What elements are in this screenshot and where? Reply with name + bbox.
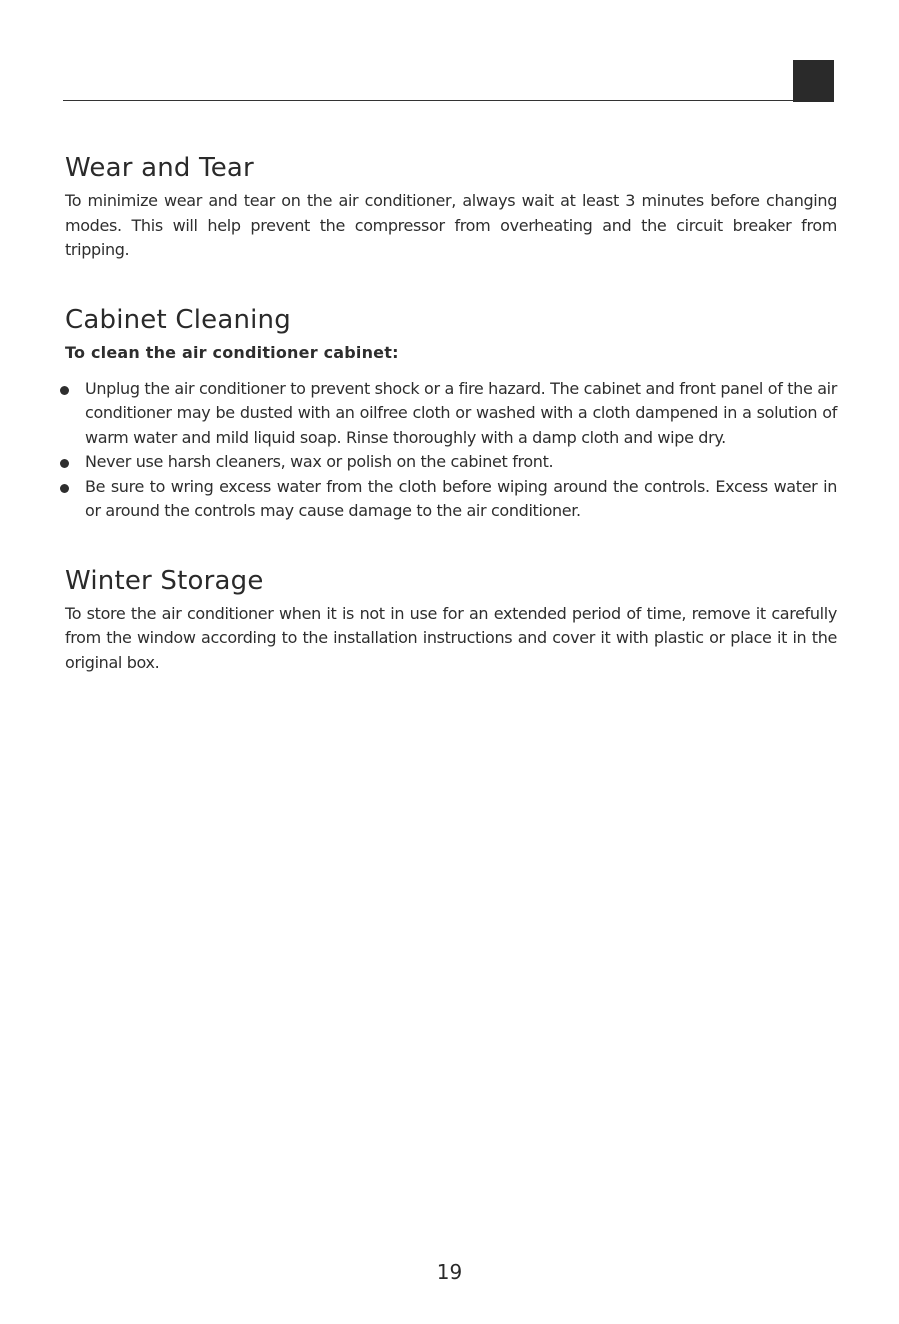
list-item [65,475,837,524]
section-cabinet-cleaning [65,303,837,524]
list-item-text: Be sure to wring excess water from the cloth before wiping around the controls. Excess water in or around the controls may cause damage to the air conditioner. [85,476,837,520]
bullet-icon [60,386,69,395]
section-winter-storage [65,564,837,676]
list-item [65,450,837,475]
bullet-icon [60,484,69,493]
list-item-text: Never use harsh cleaners, wax or polish on the cabinet front. [85,452,554,471]
section-heading: Winter Storage [65,565,264,596]
list-item-text: Unplug the air conditioner to prevent shock or a fire hazard. The cabinet and front panel of the air conditioner may be dusted with an oilfree cloth or washed with a cloth dampened in a solution of warm water and mild liquid soap. Rinse thoroughly with a damp cloth and wipe dry. [85,378,837,447]
bullet-icon [60,459,69,468]
page-content [65,151,837,715]
section-heading: Cabinet Cleaning [65,304,291,335]
section-intro: To clean the air conditioner cabinet: [65,342,399,362]
section-heading: Wear and Tear [65,153,254,183]
list-item [65,377,837,451]
section-body: To minimize wear and tear on the air conditioner, always wait at least 3 minutes before changing modes. This will help prevent the compressor from overheating and the circuit breaker from tripping. [65,191,837,259]
section-wear-and-tear [65,151,837,263]
header-rule [63,100,834,101]
bullet-list [65,377,837,524]
page-number: 19 [436,1260,463,1284]
section-body: To store the air conditioner when it is not in use for an extended period of time, remove it carefully from the window according to the installation instructions and cover it with plastic or place it in the original box. [65,603,837,672]
section-tab-marker [793,60,834,102]
